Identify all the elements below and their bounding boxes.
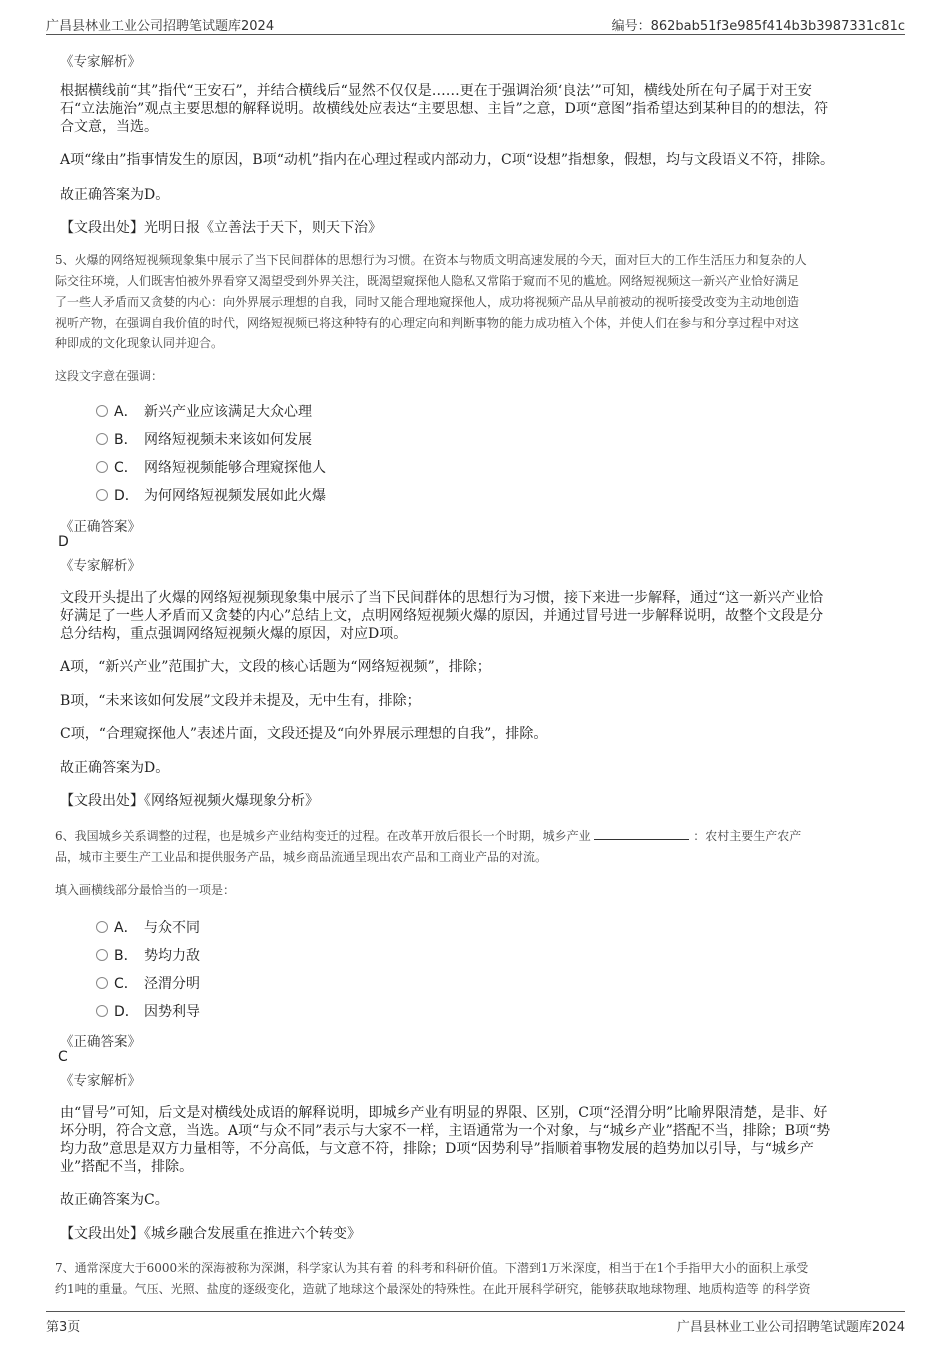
source-citation: 【文段出处】光明日报《立善法于天下，则天下治》 (60, 220, 382, 236)
footer-title: 广昌县林业工业公司招聘笔试题库2024 (676, 1320, 905, 1335)
question-stem-line: 视听产物，在强调自我价值的时代，网络短视频已将这种特有的心理定向和判断事物的能力成功植入个体，并使人们在参与和分享过程中对这 (55, 316, 800, 330)
question-prompt: 这段文字意在强调： (55, 369, 164, 383)
option-a[interactable]: A． 与众不同 (96, 917, 200, 937)
analysis-line: 由“冒号”可知，后文是对横线处成语的解释说明，即城乡产业有明显的界限、区别，C项“泾渭分明”比喻界限清楚，是非、好 (60, 1105, 828, 1121)
analysis-line: 合文意，当选。 (60, 119, 158, 135)
radio-button[interactable] (96, 949, 108, 961)
correct-answer: D (58, 534, 69, 550)
conclusion: 故正确答案为C。 (60, 1192, 169, 1208)
header-doc-id: 编号：862bab51f3e985f414b3b3987331c81c (611, 19, 905, 34)
correct-answer: C (58, 1049, 68, 1065)
analysis-line: 均力敌”意思是双方力量相等，不分高低，与文意不符，排除；D项“因势利导”指顺着事物发展的趋势加以引导，与“城乡产 (60, 1141, 814, 1157)
radio-button[interactable] (96, 977, 108, 989)
radio-button[interactable] (96, 921, 108, 933)
expert-analysis-label: 《专家解析》 (60, 54, 141, 70)
option-b[interactable]: B． 势均力敌 (96, 945, 200, 965)
analysis-paragraph: A项“缘由”指事情发生的原因，B项“动机”指内在心理过程或内部动力，C项“设想”指想象，假想，均与文段语义不符，排除。 (60, 152, 835, 168)
option-d[interactable]: D． 为何网络短视频发展如此火爆 (96, 485, 326, 505)
question-stem-line: 7、通常深度大于6000米的深海被称为深渊，科学家认为其有着 的科考和科研价值。下潜到1万米深度，相当于在1个手指甲大小的面积上承受 (55, 1261, 809, 1275)
question-stem-line: 了一些人矛盾而又贪婪的内心：向外界展示理想的自我，同时又能合理地窥探他人，成功将视频产品从早前被动的视听接受改变为主动地创造 (55, 295, 800, 309)
analysis-line: 总分结构，重点强调网络短视频火爆的原因，对应D项。 (60, 626, 408, 642)
conclusion: 故正确答案为D。 (60, 760, 170, 776)
correct-answer-label: 《正确答案》 (60, 1034, 141, 1050)
correct-answer-label: 《正确答案》 (60, 519, 141, 535)
expert-analysis-label: 《专家解析》 (60, 1073, 141, 1089)
analysis-paragraph: B项，“未来该如何发展”文段并未提及，无中生有，排除； (60, 693, 421, 709)
page-footer (46, 1311, 905, 1336)
question-stem-line: 5、火爆的网络短视频现象集中展示了当下民间群体的思想行为习惯。在资本与物质文明高速发展的今天，面对巨大的工作生活压力和复杂的人 (55, 253, 807, 267)
question-stem-line: 种即成的文化现象认同并迎合。 (55, 336, 224, 350)
radio-button[interactable] (96, 489, 108, 501)
conclusion: 故正确答案为D。 (60, 187, 170, 203)
radio-button[interactable] (96, 1005, 108, 1017)
expert-analysis-label: 《专家解析》 (60, 558, 141, 574)
analysis-line: 坏分明，符合文意，当选。A项“与众不同”表示与大家不一样，主语通常为一个对象，与“城乡产业”搭配不当，排除；B项“势 (60, 1123, 831, 1139)
analysis-line: 根据横线前“其”指代“王安石”，并结合横线后“显然不仅仅是……更在于强调治须‘良法’”可知，横线处所在句子属于对王安 (60, 83, 812, 99)
source-citation: 【文段出处】《网络短视频火爆现象分析》 (60, 793, 319, 809)
analysis-line: 业”搭配不当，排除。 (60, 1159, 194, 1175)
page-number: 第3页 (46, 1320, 81, 1335)
radio-button[interactable] (96, 433, 108, 445)
fill-blank (594, 827, 689, 840)
analysis-paragraph: A项，“新兴产业”范围扩大，文段的核心话题为“网络短视频”，排除； (60, 659, 491, 675)
option-b[interactable]: B． 网络短视频未来该如何发展 (96, 429, 312, 449)
option-a[interactable]: A． 新兴产业应该满足大众心理 (96, 401, 312, 421)
analysis-line: 文段开头提出了火爆的网络短视频现象集中展示了当下民间群体的思想行为习惯，接下来进一步解释，通过“这一新兴产业恰 (60, 590, 824, 606)
analysis-line: 石“立法施治”观点主要思想的解释说明。故横线处应表达“主要思想、主旨”之意，D项“意图”指希望达到某种目的的想法，符 (60, 101, 829, 117)
question-stem-line: 品，城市主要生产工业品和提供服务产品，城乡商品流通呈现出农产品和工商业产品的对流。 (55, 850, 548, 864)
source-citation: 【文段出处】《城乡融合发展重在推进六个转变》 (60, 1226, 361, 1242)
question-prompt: 填入画横线部分最恰当的一项是： (55, 883, 236, 897)
option-c[interactable]: C． 泾渭分明 (96, 973, 200, 993)
option-d[interactable]: D． 因势利导 (96, 1001, 200, 1021)
radio-button[interactable] (96, 405, 108, 417)
analysis-paragraph: C项，“合理窥探他人”表述片面，文段还提及“向外界展示理想的自我”，排除。 (60, 726, 548, 742)
option-c[interactable]: C． 网络短视频能够合理窥探他人 (96, 457, 326, 477)
question-stem-line: 际交往环境，人们既害怕被外界看穿又渴望受到外界关注，既渴望窥探他人隐私又常陷于窥而不见的尴尬。网络短视频这一新兴产业恰好满足 (55, 274, 800, 288)
header-title: 广昌县林业工业公司招聘笔试题库2024 (46, 19, 275, 34)
radio-button[interactable] (96, 461, 108, 473)
analysis-line: 好满足了一些人矛盾而又贪婪的内心”总结上文，点明网络短视频火爆的原因，并通过冒号进一步解释说明，故整个文段是分 (60, 608, 824, 624)
question-stem-line: 6、我国城乡关系调整的过程，也是城乡产业结构变迁的过程。在改革开放后很长一个时期，城乡产业 ：农村主要生产农产 (55, 829, 802, 843)
question-stem-line: 约1吨的重量。气压、光照、盐度的逐级变化，造就了地球这个最深处的特殊性。在此开展科学研究，能够获取地球物理、地质构造等 的科学资 (55, 1282, 811, 1296)
page-header (46, 14, 905, 35)
